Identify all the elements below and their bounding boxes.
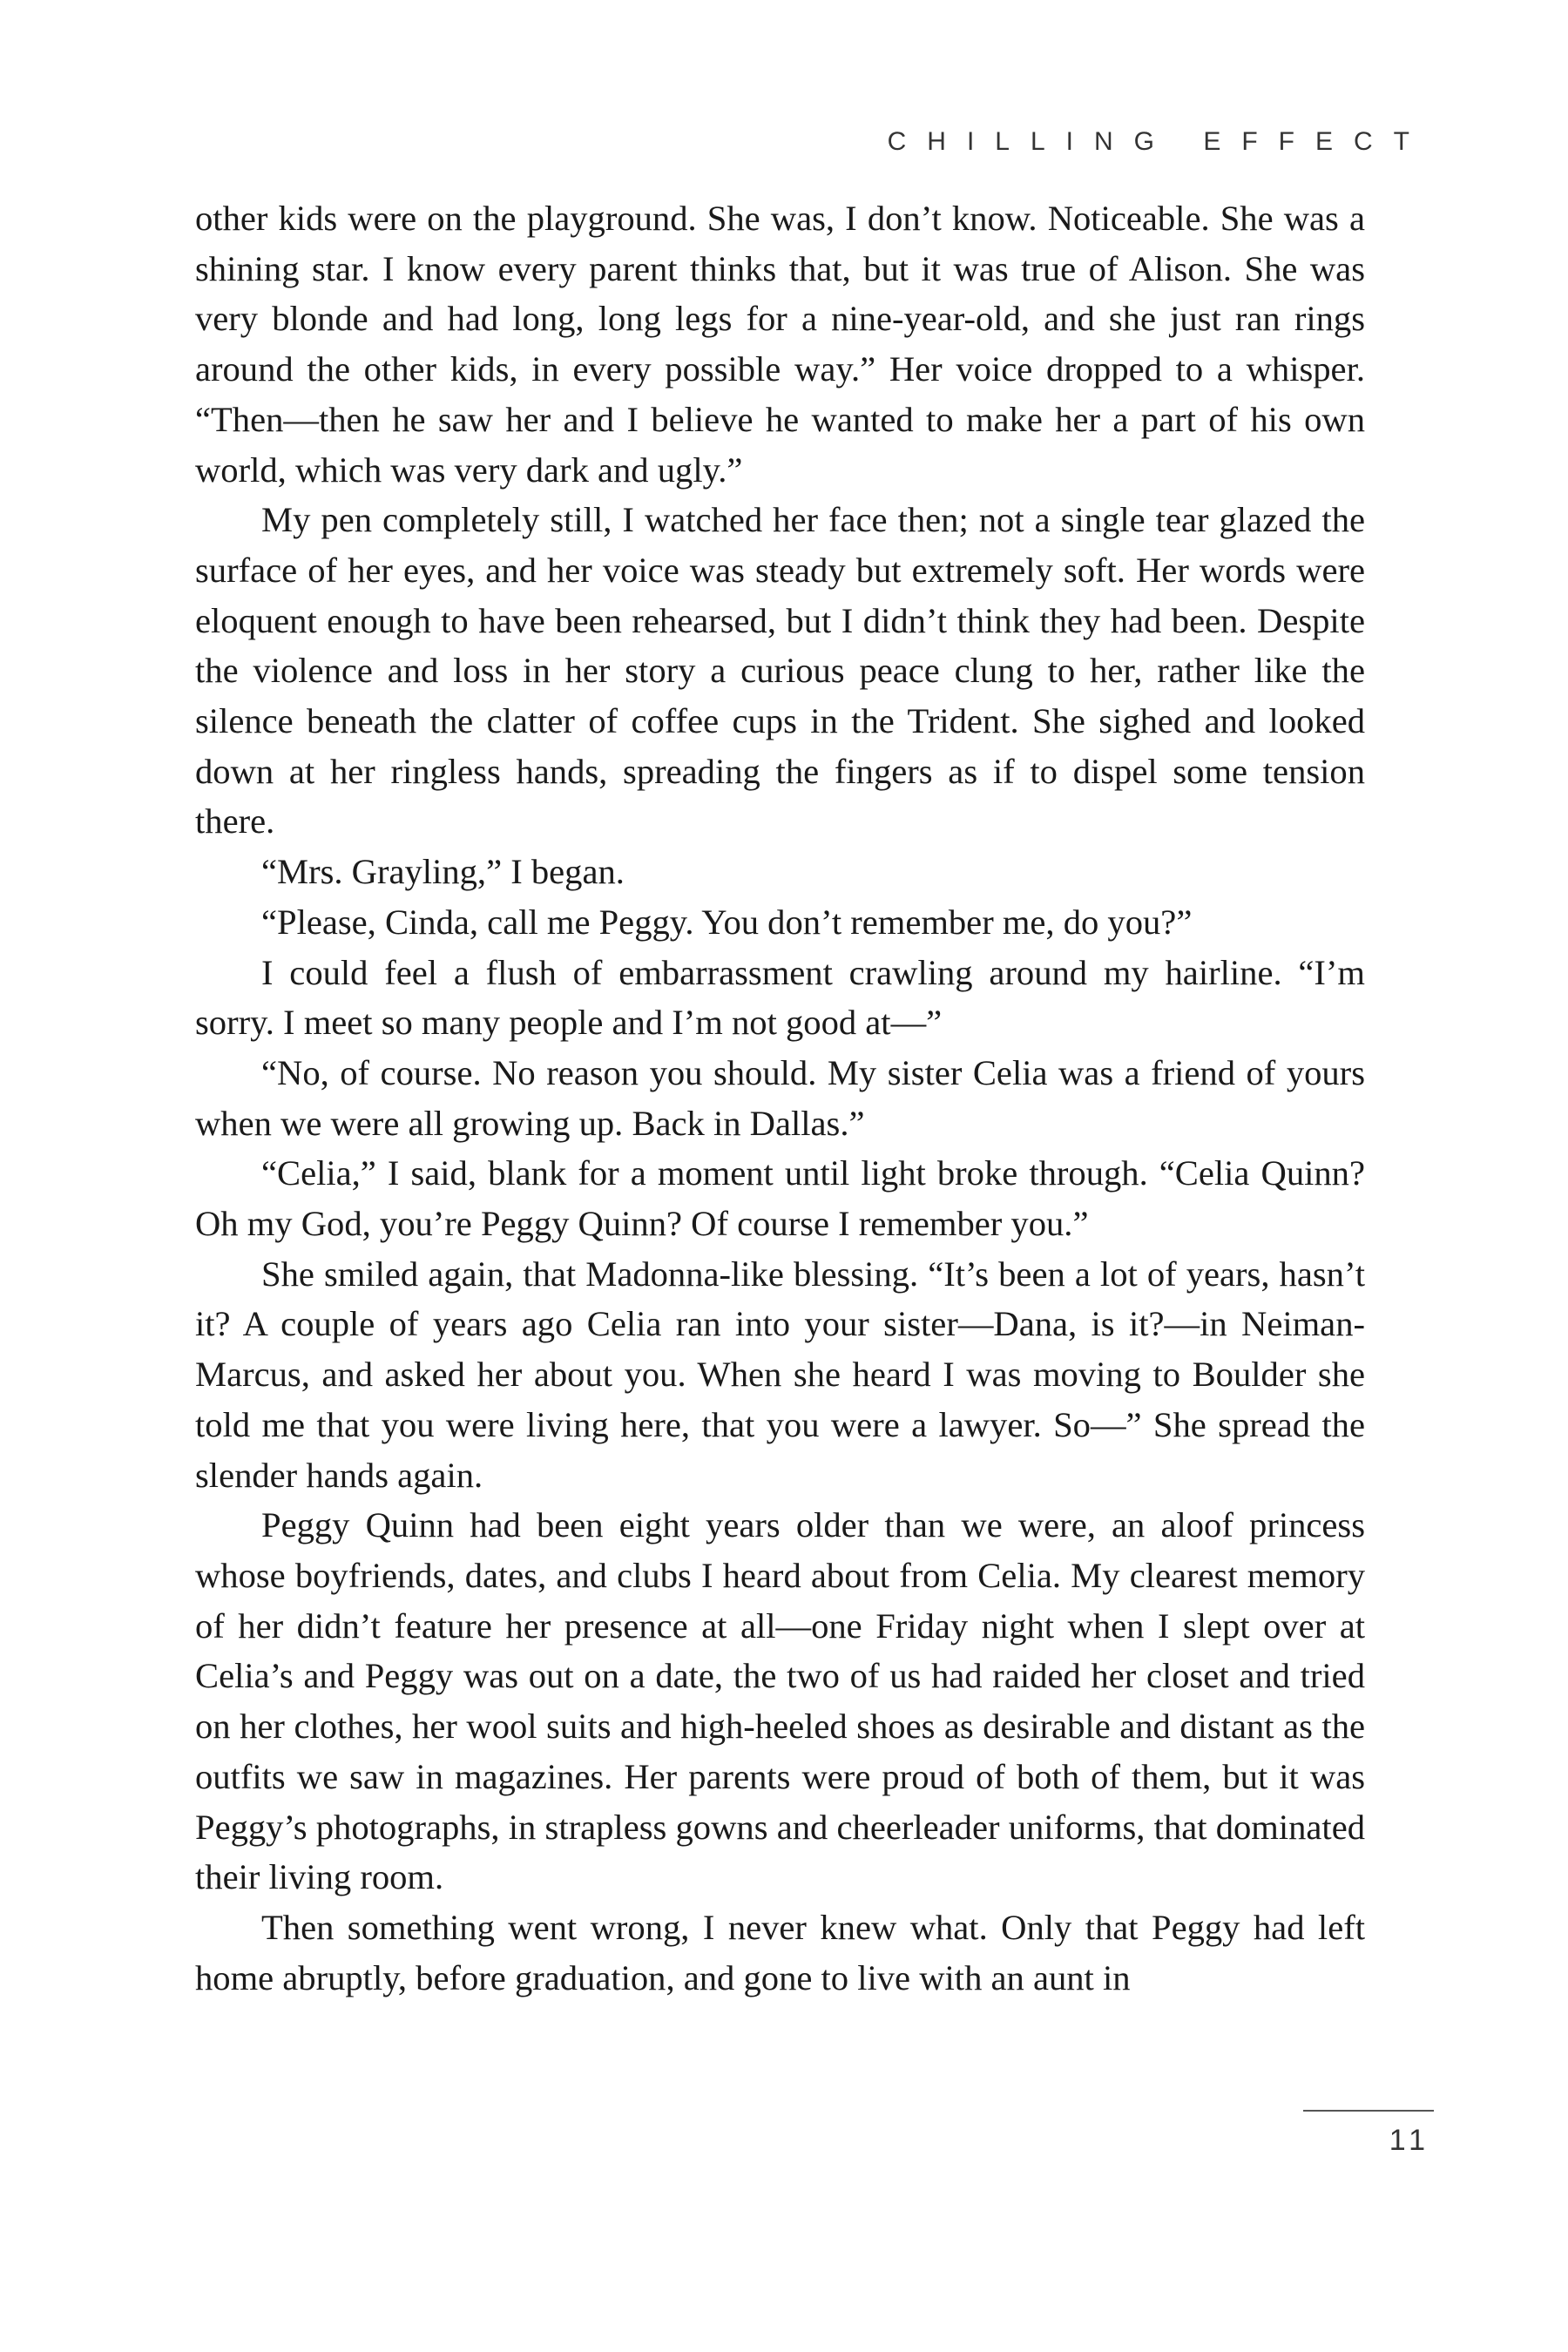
folio-rule <box>1303 2110 1434 2112</box>
paragraph-1: other kids were on the playground. She was, I don’t know. Noticeable. She was a shining star. I know every parent thinks that, but it was true of Alison. She was very blonde and had long, long legs for a nine-year-old, and she just ran rings around the other kids, in every possible way.” Her voice dropped to a whisper. “Then—then he saw her and I believe he wanted to make her a part of his own world, which was very dark and ugly.” <box>195 199 1365 490</box>
paragraph-5: I could feel a flush of embarrassment crawling around my hairline. “I’m sorry. I meet so many people and I’m not good at—” <box>195 952 1365 1043</box>
paragraph-4: “Please, Cinda, call me Peggy. You don’t remember me, do you?” <box>261 902 1193 942</box>
paragraph-9: Peggy Quinn had been eight years older than we were, an aloof princess whose boyfriends, dates, and clubs I heard about from Celia. My clearest memory of her didn’t feature her presence at all—one Friday night when I slept over at Celia’s and Peggy was out on a date, the two of us had raided her closet and tried on her clothes, her wool suits and high-heeled shoes as desirable and distant as the outfits we saw in magazines. Her parents were proud of both of them, but it was Peggy’s photographs, in strapless gowns and cheerleader uniforms, that dominated their living room. <box>195 1505 1365 1897</box>
paragraph-8: She smiled again, that Madonna-like blessing. “It’s been a lot of years, hasn’t it? A couple of years ago Celia ran into your sister—Dana, is it?—in Neiman-Marcus, and asked her about you. When she heard I was moving to Boulder she told me that you were living here, that you were a lawyer. So—” She spread the slender hands again. <box>195 1254 1365 1495</box>
running-head-title: CHILLING EFFECT <box>887 127 1430 156</box>
paragraph-3: “Mrs. Grayling,” I began. <box>261 852 625 892</box>
paragraph-10: Then something went wrong, I never knew what. Only that Peggy had left home abruptly, before graduation, and gone to live with an aunt in <box>195 1907 1365 1997</box>
body-text <box>195 193 1365 2003</box>
paragraph-2: My pen completely still, I watched her face then; not a single tear glazed the surface of her eyes, and her voice was steady but extremely soft. Her words were eloquent enough to have been rehearsed, but I didn’t think they had been. Despite the violence and loss in her story a curious peace clung to her, rather like the silence beneath the clatter of coffee cups in the Trident. She sighed and looked down at her ringless hands, spreading the fingers as if to dispel some tension there. <box>195 500 1365 841</box>
page-number: 11 <box>1389 2124 1430 2157</box>
paragraph-6: “No, of course. No reason you should. My sister Celia was a friend of yours when we were all growing up. Back in Dallas.” <box>195 1052 1365 1143</box>
paragraph-7: “Celia,” I said, blank for a moment until light broke through. “Celia Quinn? Oh my God, you’re Peggy Quinn? Of course I remember you.” <box>195 1153 1365 1244</box>
